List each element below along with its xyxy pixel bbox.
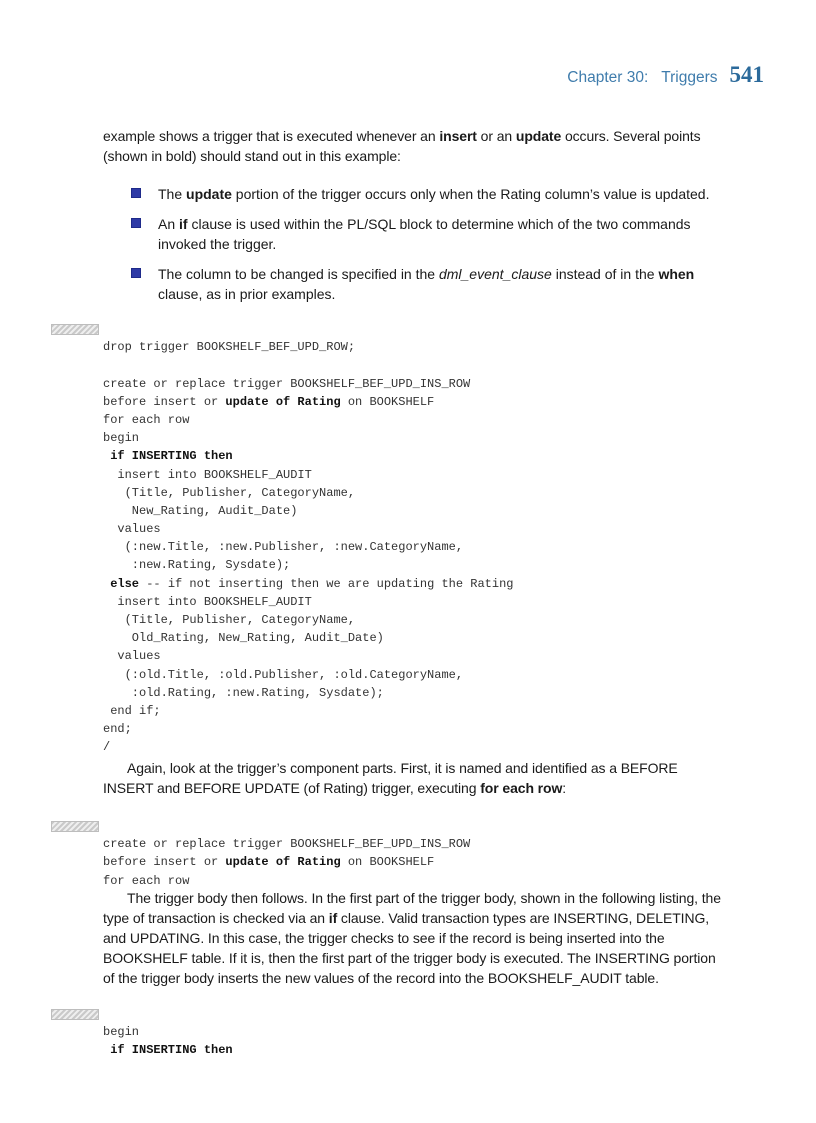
code-line: [103, 356, 513, 374]
code-line: :old.Rating, :new.Rating, Sysdate);: [103, 685, 384, 700]
bullet-item: The update portion of the trigger occurs only when the Rating column’s value is updated.: [131, 184, 721, 204]
code-line: before insert or update of Rating on BOOKSHELF: [103, 855, 435, 870]
code-line: New_Rating, Audit_Date): [103, 503, 298, 518]
code-marker-icon: [51, 324, 99, 335]
code-line: before insert or update of Rating on BOOKSHELF: [103, 394, 435, 409]
code-line: drop trigger BOOKSHELF_BEF_UPD_ROW;: [103, 340, 356, 355]
code-line: if INSERTING then: [103, 1043, 233, 1058]
code-line: begin: [103, 1025, 140, 1040]
code-listing-3: [103, 1005, 233, 1078]
code-line: insert into BOOKSHELF_AUDIT: [103, 594, 312, 609]
code-line: if INSERTING then: [103, 449, 233, 464]
bullet-square-icon: [131, 188, 141, 198]
body-paragraph: The trigger body then follows. In the first part of the trigger body, shown in the following listing, the type of transaction is checked via an if clause. Valid transaction types are INSERTING, DELETING, and UPDATING. In this case, the trigger checks to see if the record is being inserted into the BOOKSHELF table. If it is, then the first part of the trigger body is executed. The INSERTING portion of the trigger body inserts the new values of the record into the BOOKSHELF_AUDIT table.: [103, 890, 721, 986]
code-line: (:new.Title, :new.Publisher, :new.CategoryName,: [103, 540, 464, 555]
code-line: values: [103, 649, 161, 664]
bullet-item: An if clause is used within the PL/SQL block to determine which of the two commands invoked the trigger.: [131, 214, 721, 254]
code-line: for each row: [103, 873, 190, 888]
code-line: begin: [103, 431, 140, 446]
code-line: create or replace trigger BOOKSHELF_BEF_UPD_INS_ROW: [103, 837, 471, 852]
code-line: else -- if not inserting then we are updating the Rating: [103, 576, 514, 591]
code-line: /: [103, 740, 111, 755]
code-marker-icon: [51, 821, 99, 832]
bullet-list: [131, 184, 721, 314]
code-line: Old_Rating, New_Rating, Audit_Date): [103, 631, 384, 646]
code-listing-1: [103, 320, 513, 775]
page-number: 541: [729, 62, 764, 87]
code-line: for each row: [103, 412, 190, 427]
bullet-item: The column to be changed is specified in the dml_event_clause instead of in the when clause, as in prior examples.: [131, 264, 721, 304]
code-line: insert into BOOKSHELF_AUDIT: [103, 467, 312, 482]
bullet-square-icon: [131, 268, 141, 278]
intro-paragraph: example shows a trigger that is executed whenever an insert or an update occurs. Several points (shown in bold) should stand out in this example:: [103, 128, 701, 164]
code-line: end;: [103, 722, 132, 737]
code-line: end if;: [103, 703, 161, 718]
code-line: (Title, Publisher, CategoryName,: [103, 613, 356, 628]
running-head: [567, 62, 764, 88]
body-paragraph: Again, look at the trigger’s component parts. First, it is named and identified as a BEFORE INSERT and BEFORE UPDATE (of Rating) trigger, executing for each row:: [103, 760, 678, 796]
code-line: (:old.Title, :old.Publisher, :old.CategoryName,: [103, 667, 464, 682]
code-line: create or replace trigger BOOKSHELF_BEF_UPD_INS_ROW: [103, 376, 471, 391]
code-line: (Title, Publisher, CategoryName,: [103, 485, 356, 500]
bullet-square-icon: [131, 218, 141, 228]
code-line: values: [103, 522, 161, 537]
chapter-label: Chapter 30: Triggers: [567, 69, 718, 86]
code-line: :new.Rating, Sysdate);: [103, 558, 291, 573]
code-marker-icon: [51, 1009, 99, 1020]
